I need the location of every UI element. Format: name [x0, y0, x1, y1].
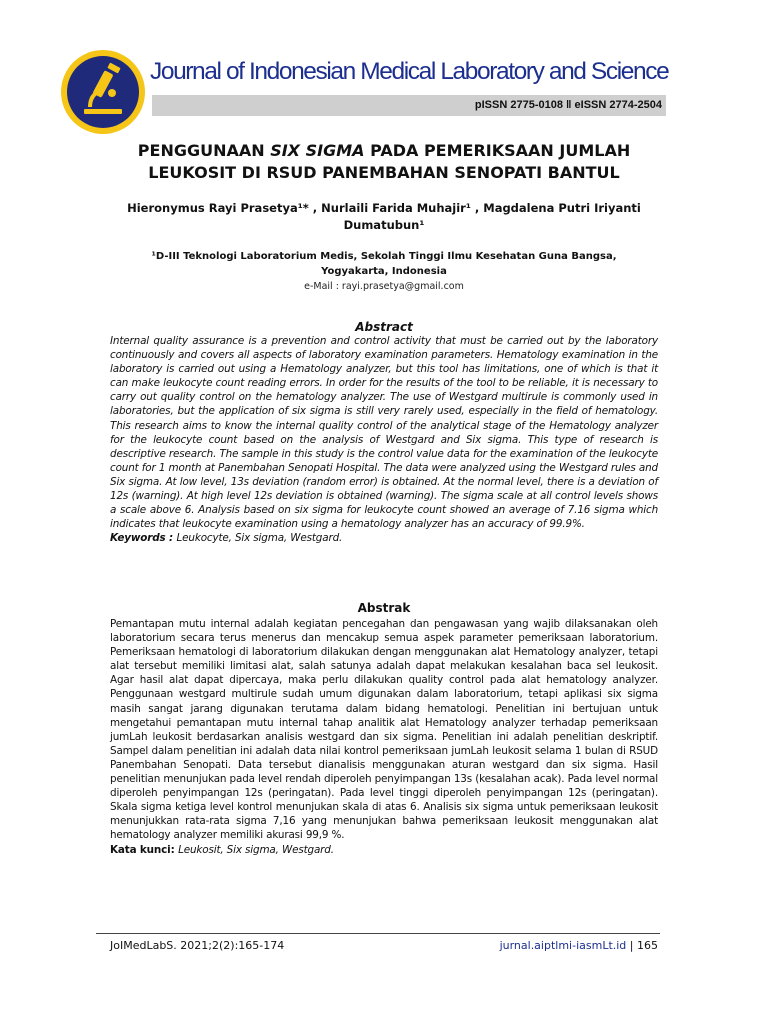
author-list: Hieronymus Rayi Prasetya¹* , Nurlaili Farida Muhajir¹ , Magdalena Putri Iriyanti Dumatubun¹	[127, 201, 641, 232]
abstract-heading: Abstract	[355, 320, 413, 334]
abstract-english	[110, 334, 658, 545]
abstract-indonesian-body: Pemantapan mutu internal adalah kegiatan pencegahan dan pengawasan yang wajib dilaksanakan oleh laboratorium secara terus menerus dan mencakup semua aspek parameter pemeriksaan laboratorium. Pemeriksaan hematologi di laboratorium dilakukan dengan menggunakan alat Hematology analyzer, tetapi alat tersebut memiliki limitasi alat, salah satunya adalah dapat melakukan kesalahan baca sel leukosit. Agar hasil alat dapat dipercaya, maka perlu dilakukan quality control pada alat hematology analyzer. Penggunaan westgard multirule sudah umum digunakan dalam laboratorium, tetapi aplikasi six sigma masih sangat jarang digunakan terutama dalam bidang hematologi. Penelitian ini bertujuan untuk mengetahui pemantapan mutu internal tahap analitik alat Hematology analyzer terhadap pemeriksaan jumLah leukosit berdasarkan analisis westgard dan six sigma. Penelitian ini adalah penelitian deskriptif. Sampel dalam penelitian ini adalah data nilai kontrol pemeriksaan jumLah leukosit selama 1 bulan di RSUD Panembahan Senopati. Data tersebut dianalisis menggunakan aturan westgard dan six sigma. Hasil penelitian menunjukan pada level rendah diperoleh penyimpangan 13s (kesalahan acak). Pada level normal diperoleh penyimpangan 12s (peringatan). Pada level tinggi diperoleh penyimpangan 12s (peringatan). Skala sigma ketiga level kontrol menunjukan skala di atas 6. Analisis six sigma untuk pemeriksaan leukosit menunjukkan rata-rata sigma 7,16 yang menunjukan bahwa pemeriksaan leukosit menggunakan alat hematology analyzer memiliki akurasi 99,9 %.	[110, 618, 658, 842]
title-part2: PADA PEMERIKSAAN JUMLAH LEUKOSIT DI RSUD PANEMBAHAN SENOPATI BANTUL	[148, 141, 631, 182]
kata-kunci-label: Kata kunci:	[110, 843, 179, 856]
title-italic: SIX SIGMA	[270, 141, 365, 160]
abstrak-heading: Abstrak	[357, 601, 411, 615]
footer-citation: JoIMedLabS. 2021;2(2):165-174	[110, 939, 285, 952]
title-part1: PENGGUNAAN	[137, 141, 271, 160]
issn-bar	[152, 95, 666, 116]
footer-divider	[96, 933, 660, 934]
page-number: 165	[637, 939, 658, 952]
keywords-value: Leukocyte, Six sigma, Westgard.	[176, 532, 343, 545]
affiliation: ¹D-III Teknologi Laboratorium Medis, Sekolah Tinggi Ilmu Kesehatan Guna Bangsa, Yogyakarta, Indonesia	[151, 251, 617, 277]
author-email[interactable]: e-Mail : rayi.prasetya@gmail.com	[304, 281, 464, 292]
abstract-indonesian	[110, 617, 658, 857]
footer-separator: |	[626, 939, 637, 952]
abstract-english-body: Internal quality assurance is a prevention and control activity that must be carried out by the laboratory continuously and covers all aspects of laboratory examination parameters. Hematology examination in the laboratory is carried out using a Hematology analyzer, but this tool has limitations, one of which is that it can make leukocyte count reading errors. In order for the results of the tool to be reliable, it is necessary to carry out quality control on the hematology analyzer. The use of Westgard multirule is commonly used in laboratories, but the application of six sigma is still very rarely used, especially in the field of hematology. This research aims to know the internal quality control of the analytical stage of the Hematology analyzer for the leukocyte count based on the analysis of Westgard and Six sigma. This type of research is descriptive research. The sample in this study is the control value data for the examination of the leukocyte count for 1 month at Panembahan Senopati Hospital. The data were analyzed using the Westgard rules and Six sigma. At low level, 13s deviation (random error) is obtained. At the normal level, there is a deviation of 12s (warning). At high level 12s deviation is obtained (warning). The sigma scale at all control levels shows a scale above 6. Analysis based on six sigma for leukocyte count showed an average of 7.16 sigma which indicates that leukocyte examination using a hematology analyzer has an accuracy of 99.9%.	[110, 335, 658, 531]
microscope-icon	[60, 49, 146, 135]
article-title	[100, 140, 668, 184]
journal-logo	[60, 49, 146, 135]
journal-title: Journal of Indonesian Medical Laboratory and Science	[150, 58, 669, 85]
kata-kunci-value: Leukosit, Six sigma, Westgard.	[178, 843, 334, 856]
footer-right	[500, 938, 658, 954]
journal-url-link[interactable]: jurnal.aiptlmi-iasmLt.id	[499, 939, 627, 952]
keywords-label: Keywords :	[110, 532, 177, 545]
issn-text: pISSN 2775-0108 ǁ eISSN 2774-2504	[474, 99, 662, 111]
